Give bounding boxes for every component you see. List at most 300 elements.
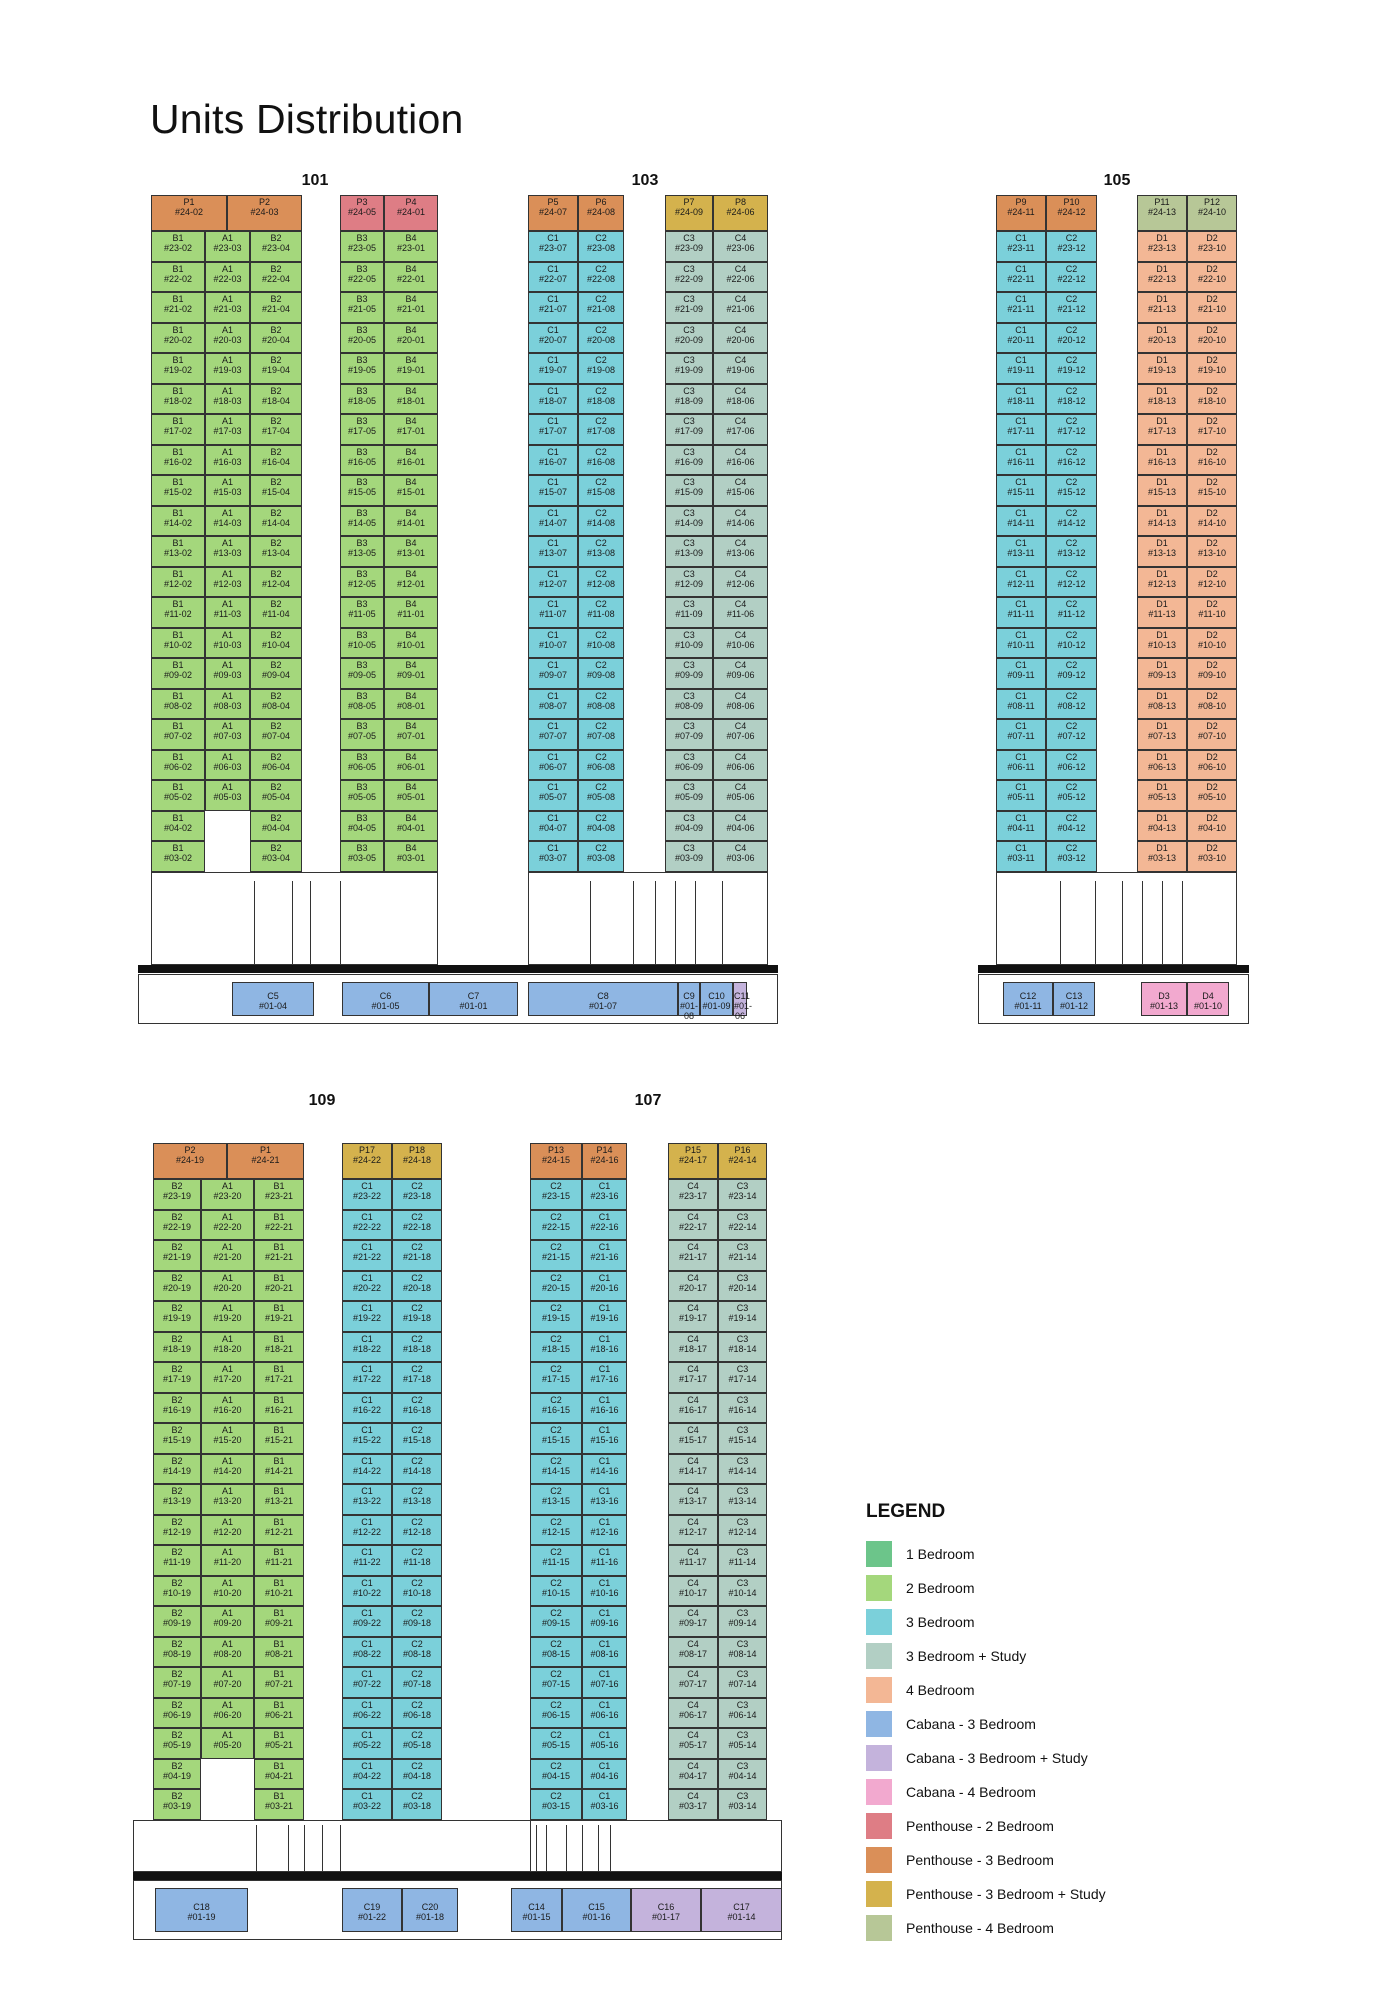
unit-cell[interactable] xyxy=(668,1332,718,1363)
unit-cell[interactable] xyxy=(151,658,205,689)
unit-cell[interactable] xyxy=(578,353,624,384)
unit-cell[interactable] xyxy=(340,536,384,567)
unit-cell[interactable] xyxy=(668,1423,718,1454)
unit-cell[interactable] xyxy=(254,1789,304,1820)
unit-cell[interactable] xyxy=(1187,231,1237,262)
unit-cell[interactable] xyxy=(528,384,578,415)
unit-cell[interactable] xyxy=(528,567,578,598)
unit-cell[interactable] xyxy=(530,1759,582,1790)
unit-cell[interactable] xyxy=(713,597,768,628)
unit-cell[interactable] xyxy=(153,1454,201,1485)
unit-cell[interactable] xyxy=(205,506,250,537)
unit-cell[interactable] xyxy=(254,1606,304,1637)
unit-cell[interactable] xyxy=(668,1210,718,1241)
cabana-c16[interactable] xyxy=(631,1888,701,1932)
unit-cell[interactable] xyxy=(996,811,1046,842)
unit-cell[interactable] xyxy=(996,536,1046,567)
unit-cell[interactable] xyxy=(205,628,250,659)
cabana-c20[interactable] xyxy=(402,1888,458,1932)
unit-cell[interactable] xyxy=(1187,628,1237,659)
unit-cell[interactable] xyxy=(582,1301,627,1332)
unit-cell[interactable] xyxy=(1187,750,1237,781)
unit-cell[interactable] xyxy=(153,1515,201,1546)
unit-cell[interactable] xyxy=(340,719,384,750)
unit-cell[interactable] xyxy=(1137,536,1187,567)
unit-cell[interactable] xyxy=(342,1454,392,1485)
cabana-c17[interactable] xyxy=(701,1888,782,1932)
unit-cell[interactable] xyxy=(384,536,438,567)
unit-cell[interactable] xyxy=(254,1423,304,1454)
unit-cell[interactable] xyxy=(1046,719,1097,750)
cabana-d4[interactable] xyxy=(1187,982,1229,1016)
unit-cell[interactable] xyxy=(342,1637,392,1668)
unit-cell[interactable] xyxy=(668,1698,718,1729)
unit-cell[interactable] xyxy=(528,323,578,354)
unit-cell[interactable] xyxy=(1187,506,1237,537)
unit-cell[interactable] xyxy=(254,1759,304,1790)
unit-cell[interactable] xyxy=(665,262,713,293)
unit-cell[interactable] xyxy=(578,811,624,842)
unit-cell[interactable] xyxy=(384,414,438,445)
unit-cell[interactable] xyxy=(151,750,205,781)
unit-cell[interactable] xyxy=(392,1759,442,1790)
cabana-c15[interactable] xyxy=(562,1888,631,1932)
unit-cell[interactable] xyxy=(201,1271,254,1302)
unit-cell[interactable] xyxy=(528,353,578,384)
unit-cell[interactable] xyxy=(151,445,205,476)
unit-cell[interactable] xyxy=(342,1393,392,1424)
unit-cell[interactable] xyxy=(392,1362,442,1393)
unit-cell[interactable] xyxy=(254,1393,304,1424)
unit-cell[interactable] xyxy=(582,1210,627,1241)
unit-cell[interactable] xyxy=(668,1637,718,1668)
unit-cell[interactable] xyxy=(578,506,624,537)
unit-cell[interactable] xyxy=(384,384,438,415)
unit-cell[interactable] xyxy=(340,750,384,781)
unit-cell[interactable] xyxy=(530,1545,582,1576)
penthouse-p14[interactable] xyxy=(582,1143,627,1179)
unit-cell[interactable] xyxy=(718,1789,767,1820)
unit-cell[interactable] xyxy=(254,1210,304,1241)
unit-cell[interactable] xyxy=(528,445,578,476)
unit-cell[interactable] xyxy=(718,1301,767,1332)
unit-cell[interactable] xyxy=(665,750,713,781)
unit-cell[interactable] xyxy=(151,323,205,354)
unit-cell[interactable] xyxy=(530,1698,582,1729)
unit-cell[interactable] xyxy=(713,506,768,537)
unit-cell[interactable] xyxy=(528,231,578,262)
unit-cell[interactable] xyxy=(392,1332,442,1363)
unit-cell[interactable] xyxy=(153,1393,201,1424)
unit-cell[interactable] xyxy=(254,1271,304,1302)
unit-cell[interactable] xyxy=(582,1179,627,1210)
penthouse-p2[interactable] xyxy=(153,1143,227,1179)
unit-cell[interactable] xyxy=(996,567,1046,598)
unit-cell[interactable] xyxy=(384,475,438,506)
unit-cell[interactable] xyxy=(1137,567,1187,598)
unit-cell[interactable] xyxy=(1046,414,1097,445)
unit-cell[interactable] xyxy=(718,1362,767,1393)
unit-cell[interactable] xyxy=(713,292,768,323)
unit-cell[interactable] xyxy=(528,689,578,720)
cabana-c5[interactable] xyxy=(232,982,314,1016)
unit-cell[interactable] xyxy=(668,1728,718,1759)
unit-cell[interactable] xyxy=(340,689,384,720)
unit-cell[interactable] xyxy=(392,1301,442,1332)
unit-cell[interactable] xyxy=(151,689,205,720)
unit-cell[interactable] xyxy=(205,750,250,781)
unit-cell[interactable] xyxy=(250,719,302,750)
unit-cell[interactable] xyxy=(151,841,205,872)
unit-cell[interactable] xyxy=(996,597,1046,628)
unit-cell[interactable] xyxy=(1137,292,1187,323)
unit-cell[interactable] xyxy=(668,1271,718,1302)
unit-cell[interactable] xyxy=(254,1179,304,1210)
unit-cell[interactable] xyxy=(530,1393,582,1424)
unit-cell[interactable] xyxy=(342,1210,392,1241)
unit-cell[interactable] xyxy=(392,1698,442,1729)
unit-cell[interactable] xyxy=(582,1728,627,1759)
unit-cell[interactable] xyxy=(201,1179,254,1210)
unit-cell[interactable] xyxy=(1187,536,1237,567)
unit-cell[interactable] xyxy=(384,628,438,659)
unit-cell[interactable] xyxy=(250,353,302,384)
unit-cell[interactable] xyxy=(392,1484,442,1515)
unit-cell[interactable] xyxy=(578,750,624,781)
unit-cell[interactable] xyxy=(1187,262,1237,293)
unit-cell[interactable] xyxy=(201,1423,254,1454)
unit-cell[interactable] xyxy=(1137,262,1187,293)
unit-cell[interactable] xyxy=(250,536,302,567)
unit-cell[interactable] xyxy=(996,292,1046,323)
unit-cell[interactable] xyxy=(528,475,578,506)
unit-cell[interactable] xyxy=(342,1667,392,1698)
unit-cell[interactable] xyxy=(1187,323,1237,354)
unit-cell[interactable] xyxy=(153,1759,201,1790)
unit-cell[interactable] xyxy=(996,445,1046,476)
unit-cell[interactable] xyxy=(713,445,768,476)
unit-cell[interactable] xyxy=(1137,628,1187,659)
unit-cell[interactable] xyxy=(250,231,302,262)
unit-cell[interactable] xyxy=(718,1423,767,1454)
unit-cell[interactable] xyxy=(250,445,302,476)
unit-cell[interactable] xyxy=(1137,475,1187,506)
unit-cell[interactable] xyxy=(392,1637,442,1668)
unit-cell[interactable] xyxy=(340,597,384,628)
unit-cell[interactable] xyxy=(1046,475,1097,506)
unit-cell[interactable] xyxy=(582,1606,627,1637)
unit-cell[interactable] xyxy=(1046,597,1097,628)
unit-cell[interactable] xyxy=(384,689,438,720)
unit-cell[interactable] xyxy=(718,1698,767,1729)
penthouse-p8[interactable] xyxy=(713,195,768,231)
unit-cell[interactable] xyxy=(201,1454,254,1485)
unit-cell[interactable] xyxy=(201,1667,254,1698)
unit-cell[interactable] xyxy=(668,1301,718,1332)
unit-cell[interactable] xyxy=(713,567,768,598)
unit-cell[interactable] xyxy=(1137,658,1187,689)
unit-cell[interactable] xyxy=(201,1362,254,1393)
unit-cell[interactable] xyxy=(254,1332,304,1363)
unit-cell[interactable] xyxy=(582,1271,627,1302)
unit-cell[interactable] xyxy=(254,1240,304,1271)
unit-cell[interactable] xyxy=(250,384,302,415)
unit-cell[interactable] xyxy=(665,658,713,689)
unit-cell[interactable] xyxy=(996,231,1046,262)
unit-cell[interactable] xyxy=(250,658,302,689)
unit-cell[interactable] xyxy=(201,1332,254,1363)
unit-cell[interactable] xyxy=(668,1759,718,1790)
unit-cell[interactable] xyxy=(205,658,250,689)
unit-cell[interactable] xyxy=(1187,292,1237,323)
unit-cell[interactable] xyxy=(254,1637,304,1668)
unit-cell[interactable] xyxy=(665,689,713,720)
unit-cell[interactable] xyxy=(201,1393,254,1424)
unit-cell[interactable] xyxy=(713,384,768,415)
unit-cell[interactable] xyxy=(153,1240,201,1271)
unit-cell[interactable] xyxy=(1046,292,1097,323)
unit-cell[interactable] xyxy=(1046,811,1097,842)
unit-cell[interactable] xyxy=(996,506,1046,537)
unit-cell[interactable] xyxy=(668,1667,718,1698)
unit-cell[interactable] xyxy=(582,1240,627,1271)
unit-cell[interactable] xyxy=(384,750,438,781)
unit-cell[interactable] xyxy=(1137,353,1187,384)
unit-cell[interactable] xyxy=(340,567,384,598)
unit-cell[interactable] xyxy=(718,1393,767,1424)
unit-cell[interactable] xyxy=(205,719,250,750)
unit-cell[interactable] xyxy=(201,1576,254,1607)
unit-cell[interactable] xyxy=(996,262,1046,293)
unit-cell[interactable] xyxy=(392,1728,442,1759)
unit-cell[interactable] xyxy=(530,1515,582,1546)
unit-cell[interactable] xyxy=(718,1179,767,1210)
unit-cell[interactable] xyxy=(582,1698,627,1729)
unit-cell[interactable] xyxy=(250,414,302,445)
penthouse-p7[interactable] xyxy=(665,195,713,231)
unit-cell[interactable] xyxy=(996,323,1046,354)
unit-cell[interactable] xyxy=(342,1362,392,1393)
unit-cell[interactable] xyxy=(205,323,250,354)
unit-cell[interactable] xyxy=(996,719,1046,750)
unit-cell[interactable] xyxy=(1137,445,1187,476)
unit-cell[interactable] xyxy=(582,1332,627,1363)
unit-cell[interactable] xyxy=(665,353,713,384)
penthouse-p9[interactable] xyxy=(996,195,1046,231)
unit-cell[interactable] xyxy=(713,780,768,811)
unit-cell[interactable] xyxy=(151,811,205,842)
unit-cell[interactable] xyxy=(530,1423,582,1454)
unit-cell[interactable] xyxy=(342,1698,392,1729)
unit-cell[interactable] xyxy=(528,536,578,567)
unit-cell[interactable] xyxy=(205,292,250,323)
unit-cell[interactable] xyxy=(342,1789,392,1820)
unit-cell[interactable] xyxy=(153,1545,201,1576)
unit-cell[interactable] xyxy=(250,567,302,598)
unit-cell[interactable] xyxy=(582,1423,627,1454)
unit-cell[interactable] xyxy=(384,323,438,354)
cabana-d3[interactable] xyxy=(1141,982,1187,1016)
unit-cell[interactable] xyxy=(996,750,1046,781)
unit-cell[interactable] xyxy=(201,1484,254,1515)
penthouse-p12[interactable] xyxy=(1187,195,1237,231)
unit-cell[interactable] xyxy=(582,1454,627,1485)
unit-cell[interactable] xyxy=(1046,506,1097,537)
unit-cell[interactable] xyxy=(665,841,713,872)
unit-cell[interactable] xyxy=(713,841,768,872)
cabana-c11[interactable] xyxy=(733,982,753,1021)
unit-cell[interactable] xyxy=(1187,658,1237,689)
cabana-c14[interactable] xyxy=(511,1888,562,1932)
unit-cell[interactable] xyxy=(392,1271,442,1302)
unit-cell[interactable] xyxy=(996,628,1046,659)
unit-cell[interactable] xyxy=(578,780,624,811)
penthouse-p1[interactable] xyxy=(151,195,227,231)
unit-cell[interactable] xyxy=(718,1759,767,1790)
unit-cell[interactable] xyxy=(384,780,438,811)
cabana-c6[interactable] xyxy=(342,982,429,1016)
unit-cell[interactable] xyxy=(1046,384,1097,415)
unit-cell[interactable] xyxy=(254,1484,304,1515)
unit-cell[interactable] xyxy=(665,811,713,842)
unit-cell[interactable] xyxy=(392,1667,442,1698)
unit-cell[interactable] xyxy=(151,506,205,537)
unit-cell[interactable] xyxy=(392,1515,442,1546)
unit-cell[interactable] xyxy=(254,1454,304,1485)
unit-cell[interactable] xyxy=(201,1606,254,1637)
unit-cell[interactable] xyxy=(582,1637,627,1668)
unit-cell[interactable] xyxy=(1046,536,1097,567)
unit-cell[interactable] xyxy=(1046,658,1097,689)
unit-cell[interactable] xyxy=(205,567,250,598)
unit-cell[interactable] xyxy=(665,780,713,811)
penthouse-p6[interactable] xyxy=(578,195,624,231)
unit-cell[interactable] xyxy=(254,1698,304,1729)
unit-cell[interactable] xyxy=(718,1484,767,1515)
unit-cell[interactable] xyxy=(250,811,302,842)
unit-cell[interactable] xyxy=(530,1454,582,1485)
unit-cell[interactable] xyxy=(668,1362,718,1393)
unit-cell[interactable] xyxy=(151,292,205,323)
unit-cell[interactable] xyxy=(340,445,384,476)
unit-cell[interactable] xyxy=(340,475,384,506)
unit-cell[interactable] xyxy=(713,475,768,506)
unit-cell[interactable] xyxy=(665,628,713,659)
penthouse-p10[interactable] xyxy=(1046,195,1097,231)
unit-cell[interactable] xyxy=(1187,384,1237,415)
unit-cell[interactable] xyxy=(582,1576,627,1607)
unit-cell[interactable] xyxy=(1137,689,1187,720)
unit-cell[interactable] xyxy=(668,1240,718,1271)
unit-cell[interactable] xyxy=(578,841,624,872)
unit-cell[interactable] xyxy=(384,841,438,872)
unit-cell[interactable] xyxy=(384,811,438,842)
unit-cell[interactable] xyxy=(153,1362,201,1393)
unit-cell[interactable] xyxy=(530,1332,582,1363)
unit-cell[interactable] xyxy=(582,1667,627,1698)
unit-cell[interactable] xyxy=(713,536,768,567)
cabana-c18[interactable] xyxy=(155,1888,248,1932)
unit-cell[interactable] xyxy=(250,628,302,659)
unit-cell[interactable] xyxy=(1187,475,1237,506)
unit-cell[interactable] xyxy=(718,1515,767,1546)
unit-cell[interactable] xyxy=(668,1454,718,1485)
unit-cell[interactable] xyxy=(250,689,302,720)
unit-cell[interactable] xyxy=(668,1515,718,1546)
unit-cell[interactable] xyxy=(718,1332,767,1363)
unit-cell[interactable] xyxy=(713,323,768,354)
unit-cell[interactable] xyxy=(384,506,438,537)
unit-cell[interactable] xyxy=(713,628,768,659)
unit-cell[interactable] xyxy=(578,658,624,689)
unit-cell[interactable] xyxy=(713,262,768,293)
unit-cell[interactable] xyxy=(1187,841,1237,872)
unit-cell[interactable] xyxy=(151,536,205,567)
unit-cell[interactable] xyxy=(153,1576,201,1607)
unit-cell[interactable] xyxy=(1187,689,1237,720)
unit-cell[interactable] xyxy=(665,292,713,323)
unit-cell[interactable] xyxy=(342,1728,392,1759)
unit-cell[interactable] xyxy=(151,719,205,750)
unit-cell[interactable] xyxy=(342,1301,392,1332)
unit-cell[interactable] xyxy=(340,323,384,354)
unit-cell[interactable] xyxy=(530,1179,582,1210)
unit-cell[interactable] xyxy=(1137,506,1187,537)
penthouse-p4[interactable] xyxy=(384,195,438,231)
unit-cell[interactable] xyxy=(340,262,384,293)
unit-cell[interactable] xyxy=(718,1606,767,1637)
unit-cell[interactable] xyxy=(1187,780,1237,811)
unit-cell[interactable] xyxy=(1137,780,1187,811)
unit-cell[interactable] xyxy=(342,1484,392,1515)
unit-cell[interactable] xyxy=(1187,597,1237,628)
unit-cell[interactable] xyxy=(250,750,302,781)
unit-cell[interactable] xyxy=(205,536,250,567)
penthouse-p17[interactable] xyxy=(342,1143,392,1179)
unit-cell[interactable] xyxy=(665,506,713,537)
unit-cell[interactable] xyxy=(578,689,624,720)
penthouse-p16[interactable] xyxy=(718,1143,767,1179)
unit-cell[interactable] xyxy=(201,1728,254,1759)
unit-cell[interactable] xyxy=(578,475,624,506)
unit-cell[interactable] xyxy=(528,719,578,750)
unit-cell[interactable] xyxy=(665,719,713,750)
unit-cell[interactable] xyxy=(668,1576,718,1607)
unit-cell[interactable] xyxy=(205,384,250,415)
unit-cell[interactable] xyxy=(151,231,205,262)
unit-cell[interactable] xyxy=(996,475,1046,506)
unit-cell[interactable] xyxy=(1137,323,1187,354)
penthouse-p3[interactable] xyxy=(340,195,384,231)
unit-cell[interactable] xyxy=(342,1606,392,1637)
unit-cell[interactable] xyxy=(1046,567,1097,598)
unit-cell[interactable] xyxy=(340,628,384,659)
cabana-c7[interactable] xyxy=(429,982,518,1016)
unit-cell[interactable] xyxy=(205,414,250,445)
unit-cell[interactable] xyxy=(342,1545,392,1576)
unit-cell[interactable] xyxy=(153,1301,201,1332)
unit-cell[interactable] xyxy=(201,1545,254,1576)
unit-cell[interactable] xyxy=(528,811,578,842)
unit-cell[interactable] xyxy=(151,597,205,628)
unit-cell[interactable] xyxy=(996,353,1046,384)
unit-cell[interactable] xyxy=(713,811,768,842)
unit-cell[interactable] xyxy=(153,1606,201,1637)
cabana-c10[interactable] xyxy=(700,982,733,1016)
unit-cell[interactable] xyxy=(340,414,384,445)
unit-cell[interactable] xyxy=(250,475,302,506)
unit-cell[interactable] xyxy=(342,1576,392,1607)
